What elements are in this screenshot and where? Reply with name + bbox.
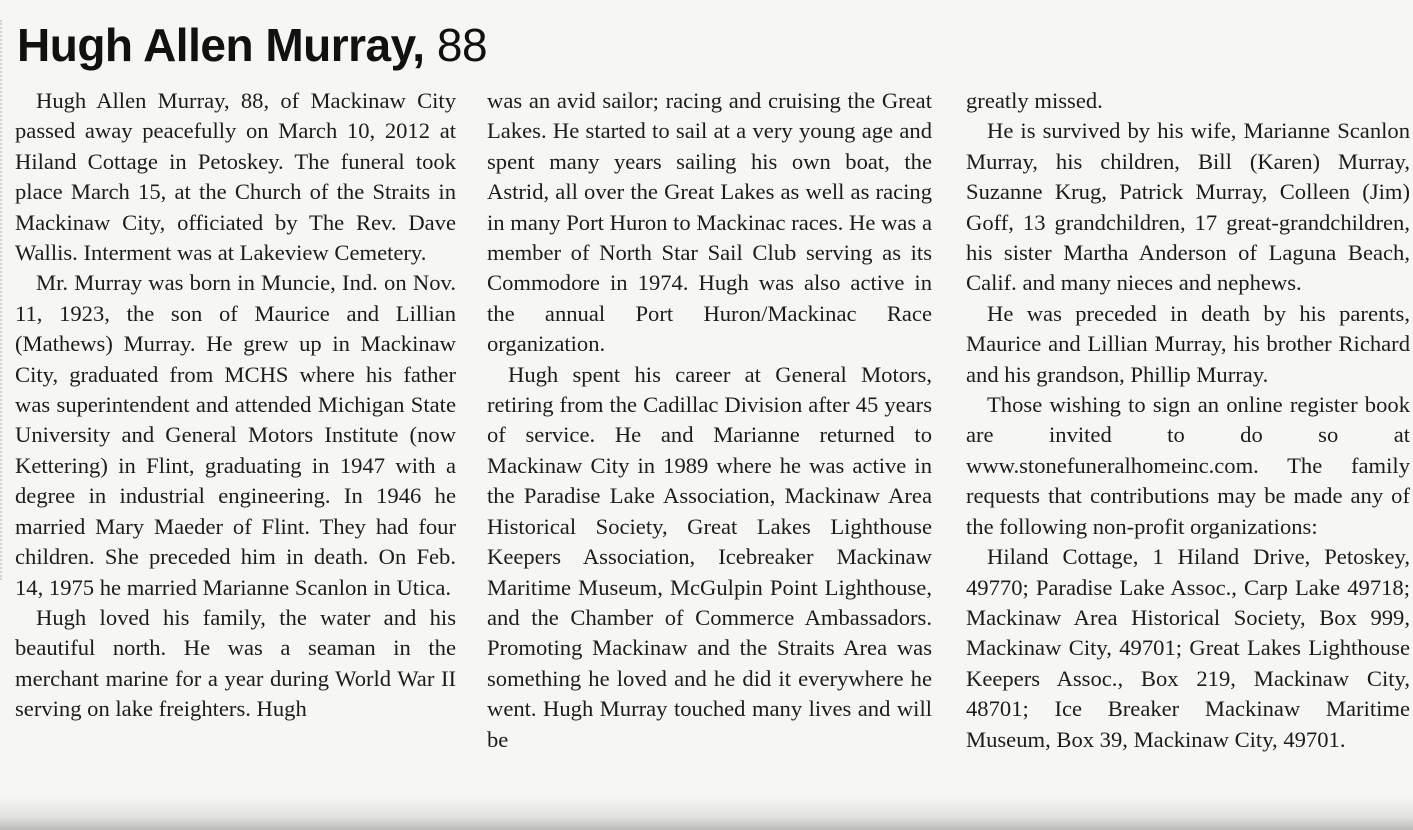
scan-edge-marks [0,20,12,580]
text-column-1 [15,86,456,725]
paragraph-preceded-in-death: He was preceded in death by his parents, Maurice and Lillian Murray, his brother Richard and his grandson, Phillip Murray. [966,300,1410,387]
text-column-2 [487,86,932,755]
headline-age: 88 [424,19,488,71]
obituary-headline [17,14,487,76]
paragraph-career: Hugh spent his career at General Motors, retiring from the Cadillac Division after 45 years of service. He and Marianne returned to Mackinaw City in 1989 where he was active in the Paradise Lake Association, Mackinaw Area Historical Society, Great Lakes Lighthouse Keepers Association, Icebreaker Mackinaw Maritime Museum, McGulpin Point Lighthouse, and the Chamber of Commerce Ambassadors. Promoting Mackinaw and the Straits Area was something he loved and he did it everywhere he went. Hugh Murray touched many lives and will be [487,361,932,752]
scan-bottom-edge [0,796,1413,830]
paragraph-biography: Mr. Murray was born in Muncie, Ind. on Nov. 11, 1923, the son of Maurice and Lillian (Mathews) Murray. He grew up in Mackinaw City, graduated from MCHS where his father was superintendent and attended Michigan State University and General Motors Institute (now Kettering) in Flint, graduating in 1947 with a degree in industrial engineering. In 1946 he married Mary Maeder of Flint. They had four children. She preceded him in death. On Feb. 14, 1975 he married Marianne Scanlon in Utica. [15,270,456,600]
paragraph-death-notice: Hugh Allen Murray, 88, of Mackinaw City passed away peacefully on March 10, 2012 at Hiland Cottage in Petoskey. The funeral took place March 15, at the Church of the Straits in Mackinaw City, officiated by The Rev. Dave Wallis. Interment was at Lakeview Cemetery. [15,88,456,266]
headline-name: Hugh Allen Murray, [17,19,425,71]
text-column-3 [966,86,1410,755]
paragraph-organizations: Hiland Cottage, 1 Hiland Drive, Petoskey, 49770; Paradise Lake Assoc., Carp Lake 49718; Mackinaw Area Historical Society, Box 999, Mackinaw City, 49701; Great Lakes Lighthouse Keepers Assoc., Box 219, Mackinaw City, 48701; Ice Breaker Mackinaw Maritime Museum, Box 39, Mackinaw City, 49701. [966,544,1410,752]
paragraph-family-and-service: Hugh loved his family, the water and his beautiful north. He was a seaman in the merchant marine for a year during World War II serving on lake freighters. Hugh [15,604,456,722]
paragraph-survivors: He is survived by his wife, Marianne Scanlon Murray, his children, Bill (Karen) Murray, Suzanne Krug, Patrick Murray, Colleen (Jim) Goff, 13 grandchildren, 17 great-grandchildren, his sister Martha Anderson of Laguna Beach, Calif. and many nieces and nephews. [966,118,1410,296]
paragraph-sailing: was an avid sailor; racing and cruising the Great Lakes. He started to sail at a very young age and spent many years sailing his own boat, the Astrid, all over the Great Lakes as well as racing in many Port Huron to Mackinac races. He was a member of North Star Sail Club serving as its Commodore in 1974. Hugh was also active in the annual Port Huron/Mackinac Race organization. [487,88,932,357]
paragraph-greatly-missed: greatly missed. [966,88,1103,113]
paragraph-online-register: Those wishing to sign an online register book are invited to do so at www.stonefuneralhomeinc.com. The family requests that contributions may be made any of the following non-profit organizations: [966,392,1410,539]
